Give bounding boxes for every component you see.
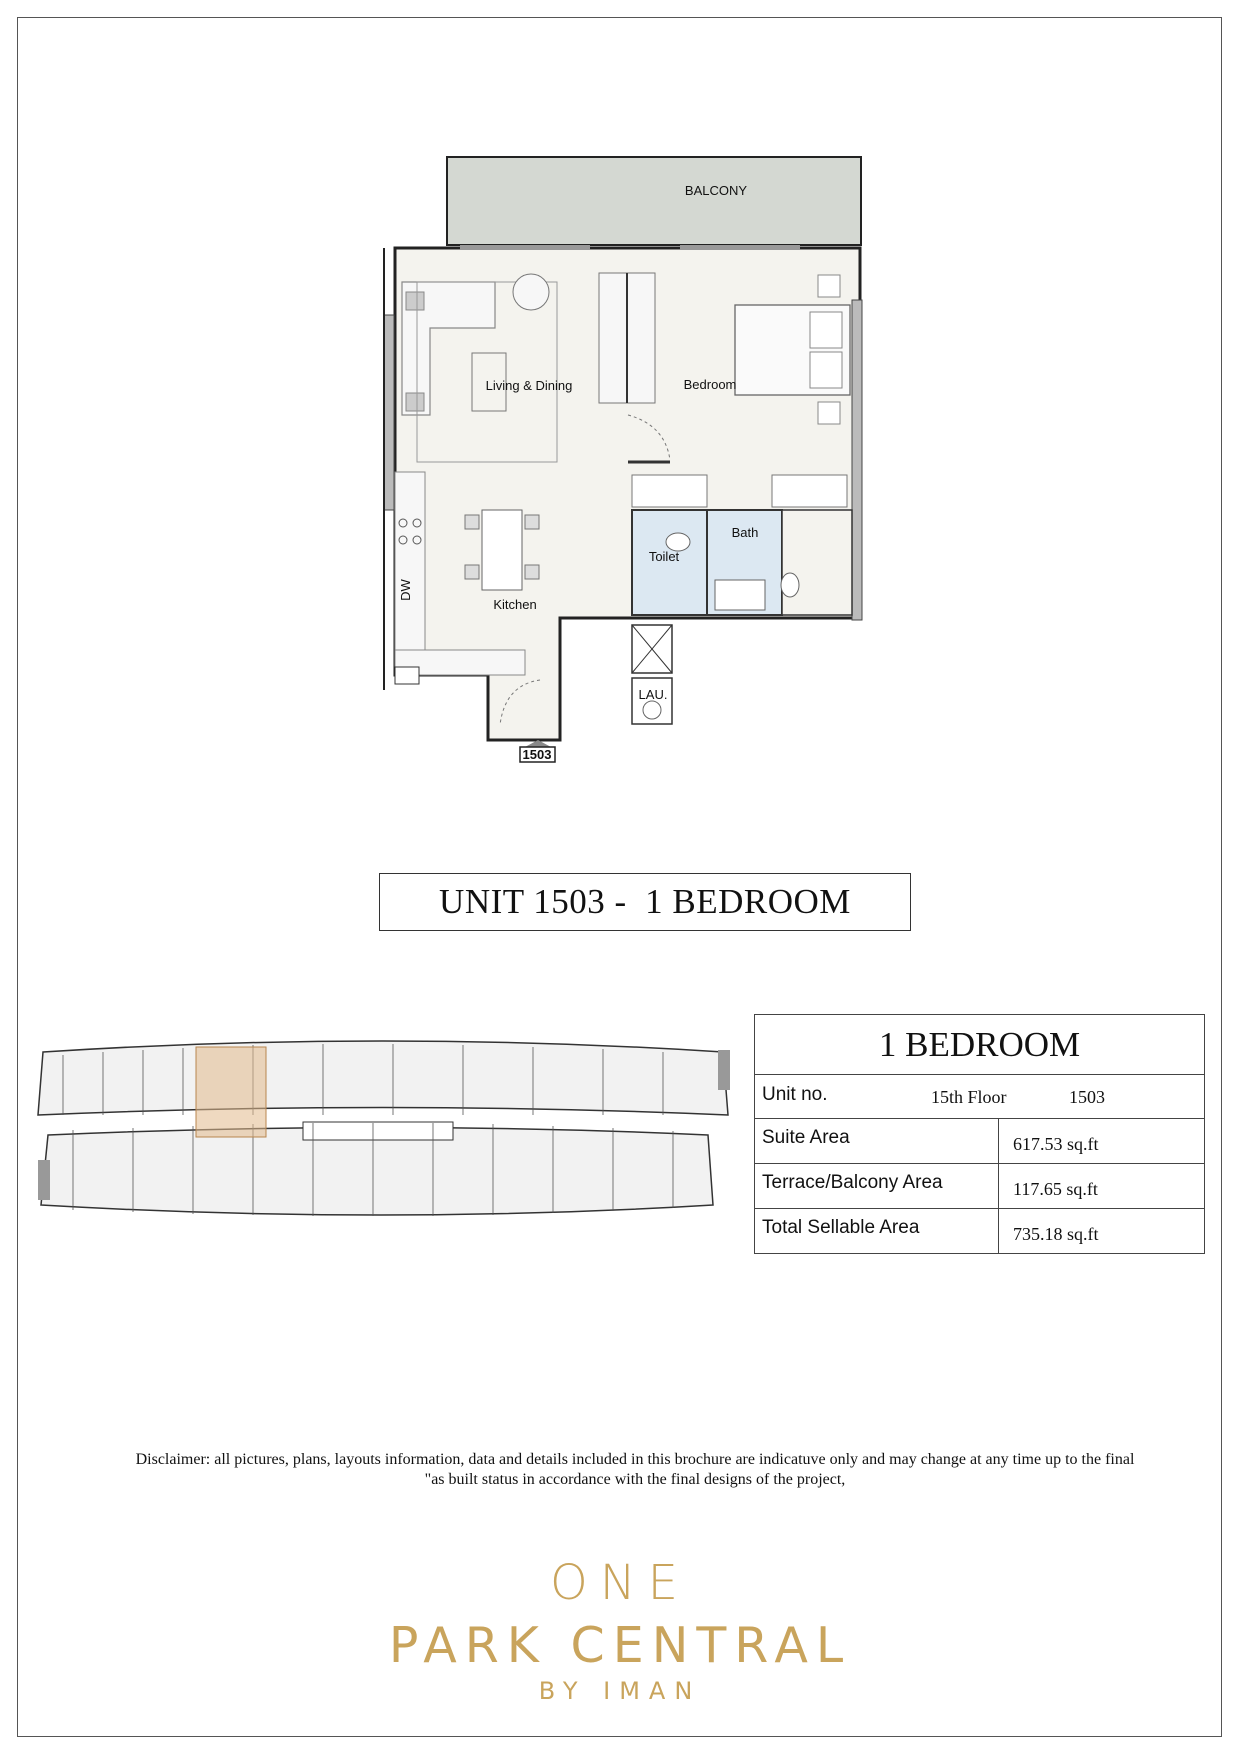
table-row xyxy=(755,1209,1204,1253)
dishwasher-label: DW xyxy=(398,579,413,601)
disclaimer-line-2: "as built status in accordance with the final designs of the project, xyxy=(424,1471,846,1488)
floor-value: 15th Floor xyxy=(931,1087,1007,1107)
row-value: 117.65 sq.ft xyxy=(998,1164,1098,1208)
logo-line-3: BY IMAN xyxy=(538,1677,702,1705)
floor-plan xyxy=(370,150,870,790)
unit-number-row xyxy=(755,1075,1204,1119)
row-label: Suite Area xyxy=(762,1127,850,1148)
unit-no-label: Unit no. xyxy=(762,1084,828,1105)
row-label: Total Sellable Area xyxy=(762,1217,920,1238)
kitchen-label: Kitchen xyxy=(493,597,537,612)
disclaimer xyxy=(60,1450,1210,1490)
unit-no-value: 1503 xyxy=(1069,1087,1105,1107)
balcony-area xyxy=(447,157,861,245)
key-plan xyxy=(33,1040,733,1220)
row-label: Terrace/Balcony Area xyxy=(762,1172,943,1193)
unit-info-table xyxy=(754,1014,1205,1254)
brand-logo xyxy=(370,1525,870,1705)
toilet-label: Toilet xyxy=(648,549,680,564)
info-heading: 1 BEDROOM xyxy=(755,1015,1204,1075)
balcony-label: BALCONY xyxy=(684,183,748,198)
bedroom-label: Bedroom xyxy=(683,377,737,392)
row-value: 735.18 sq.ft xyxy=(998,1209,1099,1253)
unit-tag-label: 1503 xyxy=(522,747,552,762)
disclaimer-line-1: Disclaimer: all pictures, plans, layouts information, data and details included in this brochure are indicatuve only and may change at any time up to the final xyxy=(135,1451,1135,1468)
table-row xyxy=(755,1164,1204,1209)
logo-line-1: ONE xyxy=(549,1555,690,1611)
bath-label: Bath xyxy=(731,525,759,540)
living-label: Living & Dining xyxy=(485,378,573,393)
unit-highlight xyxy=(196,1047,266,1137)
logo-line-2: PARK CENTRAL xyxy=(388,1617,852,1674)
unit-title: UNIT 1503 - 1 BEDROOM xyxy=(379,873,911,931)
table-row xyxy=(755,1119,1204,1164)
row-value: 617.53 sq.ft xyxy=(998,1119,1099,1163)
laundry-label: LAU. xyxy=(638,687,668,702)
